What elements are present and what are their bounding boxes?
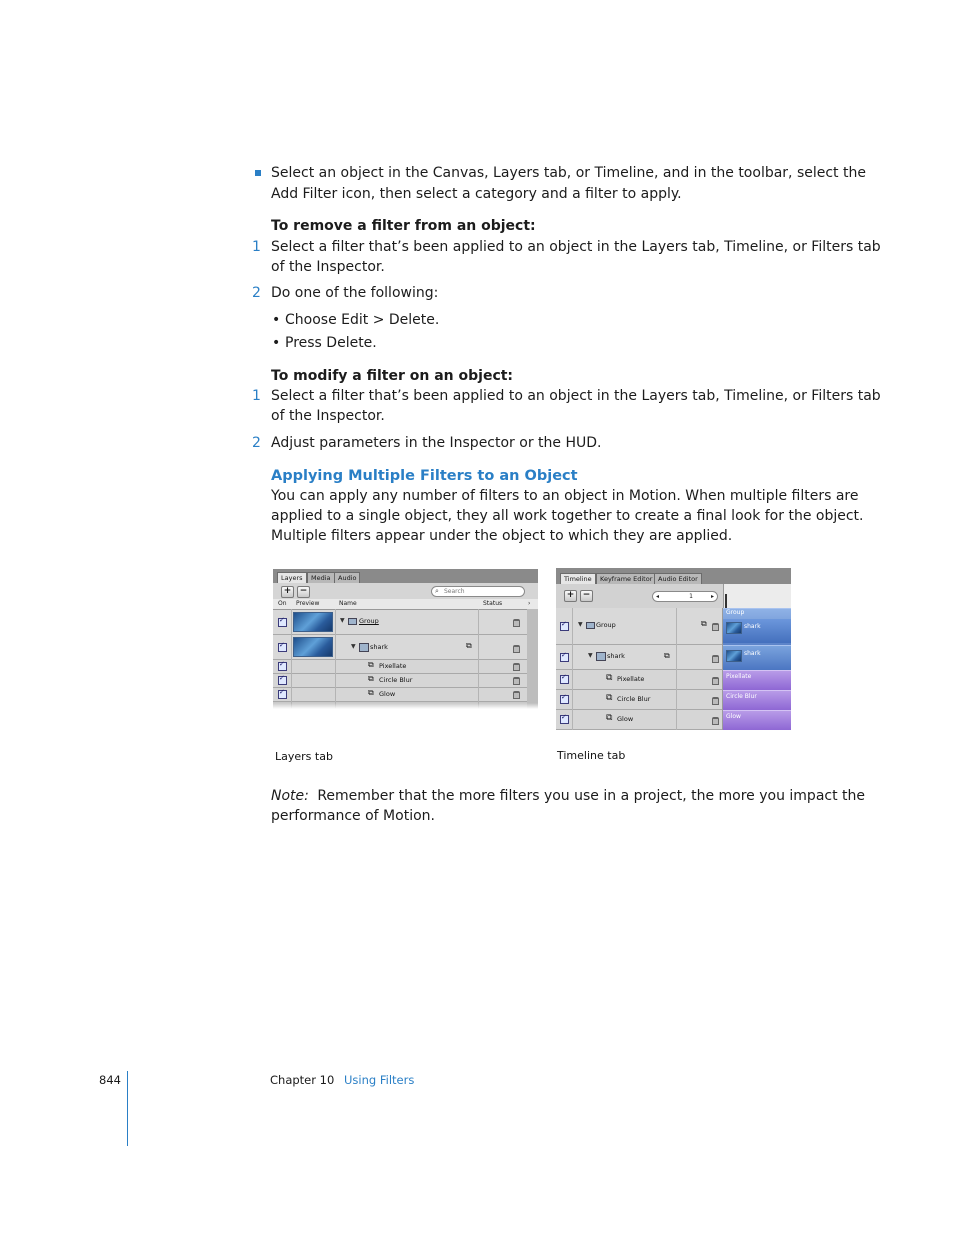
checkbox[interactable] (560, 653, 569, 662)
search-icon: ⌕ (435, 587, 439, 595)
filter-stack-icon: ⧉ (701, 619, 707, 628)
lock-icon[interactable] (712, 655, 719, 663)
timeline-tabbar (556, 568, 791, 584)
group-icon (586, 622, 595, 629)
checkbox[interactable] (278, 618, 287, 627)
filter-stack-icon: ⧉ (466, 641, 472, 650)
layers-column-header (273, 599, 538, 610)
disclosure-triangle-icon[interactable]: ▼ (351, 643, 356, 650)
fade-edge (273, 703, 538, 709)
filter-icon: ⧉ (606, 713, 613, 723)
filter-icon: ⧉ (606, 693, 613, 703)
timeline-row-shark[interactable] (556, 645, 723, 670)
remove-step-2: Do one of the following: (271, 285, 439, 301)
frame-value: 1 (689, 593, 693, 600)
column-divider (291, 609, 292, 709)
modify-step-1-line-2: of the Inspector. (271, 408, 385, 424)
step-back-icon[interactable]: ◂ (656, 593, 660, 600)
timeline-label-pixellate: Pixellate (617, 675, 645, 683)
remove-step-1-line-2: of the Inspector. (271, 259, 385, 275)
search-placeholder: Search (444, 588, 465, 595)
add-layer-button[interactable]: + (564, 590, 577, 602)
timeline-label-group: Group (596, 621, 616, 629)
footer-chapter-title[interactable]: Using Filters (344, 1073, 415, 1087)
modify-step-1-number: 1 (252, 388, 261, 404)
column-on[interactable]: On (278, 600, 287, 607)
bar-shark[interactable] (723, 645, 791, 670)
tab-layers[interactable]: Layers (277, 572, 307, 584)
group-thumbnail (293, 612, 333, 632)
bar-label-circle-blur: Circle Blur (726, 693, 757, 700)
timeline-row-group[interactable] (556, 608, 723, 645)
column-divider (335, 609, 336, 709)
layer-label-pixellate: Pixellate (379, 662, 407, 670)
shark-thumbnail (293, 637, 333, 657)
column-divider (478, 609, 479, 709)
lock-icon[interactable] (513, 663, 520, 671)
footer-chapter: Chapter 10 (270, 1073, 335, 1087)
bar-label-group: Group (726, 609, 745, 616)
timeline-caption: Timeline tab (557, 749, 626, 762)
tab-audio-editor[interactable]: Audio Editor (654, 573, 702, 585)
disclosure-triangle-icon[interactable]: ▼ (340, 617, 345, 624)
layer-label-glow: Glow (379, 690, 396, 698)
group-icon (348, 618, 357, 625)
filter-stack-icon: ⧉ (664, 651, 670, 660)
checkbox[interactable] (560, 695, 569, 704)
timeline-row-circle-blur[interactable] (556, 690, 723, 710)
bullet-dot-icon: • (272, 312, 281, 328)
note-text: Remember that the more filters you use in a project, the more you impact the (317, 788, 866, 804)
modify-step-1-line-1: Select a filter that’s been applied to an object in the Layers tab, Timeline, or Filters tab (271, 388, 881, 404)
image-icon (596, 652, 606, 661)
timeline-ruler[interactable] (723, 584, 791, 608)
section-line-1: You can apply any number of filters to an object in Motion. When multiple filters are (271, 488, 859, 504)
checkbox[interactable] (278, 676, 287, 685)
disclosure-triangle-icon[interactable]: ▼ (588, 652, 593, 659)
remove-layer-button[interactable]: − (580, 590, 593, 602)
filter-icon: ⧉ (368, 674, 374, 683)
layers-tabbar (273, 569, 538, 583)
footer-divider (127, 1071, 128, 1146)
playhead-icon[interactable] (725, 594, 727, 608)
timeline-label-circle-blur: Circle Blur (617, 695, 651, 703)
tab-keyframe-editor[interactable]: Keyframe Editor (596, 573, 656, 585)
image-icon (359, 643, 369, 652)
filter-icon: ⧉ (368, 688, 374, 697)
disclosure-triangle-icon[interactable]: ▼ (578, 621, 583, 628)
column-menu-icon[interactable]: › (528, 600, 531, 607)
timeline-label-glow: Glow (617, 715, 634, 723)
scrollbar[interactable] (527, 609, 538, 709)
lock-icon[interactable] (513, 677, 520, 685)
bar-label-shark: shark (744, 650, 761, 657)
layer-row-circle-blur[interactable] (273, 674, 538, 688)
checkbox[interactable] (278, 662, 287, 671)
layer-row-shark[interactable] (273, 635, 538, 660)
bar-label-glow: Glow (726, 713, 741, 720)
column-preview[interactable]: Preview (296, 600, 320, 607)
note-line-1 (271, 786, 865, 806)
column-name[interactable]: Name (339, 600, 357, 607)
remove-step-2-number: 2 (252, 285, 261, 301)
checkbox[interactable] (278, 690, 287, 699)
layer-label-shark: shark (370, 643, 388, 651)
bar-group[interactable] (723, 608, 791, 645)
bar-label-pixellate: Pixellate (726, 673, 752, 680)
checkbox[interactable] (560, 675, 569, 684)
checkbox[interactable] (560, 622, 569, 631)
remove-option-1: Choose Edit > Delete. (285, 312, 440, 328)
bullet-square-icon (255, 170, 261, 176)
bar-thumbnail (726, 650, 742, 662)
checkbox[interactable] (560, 715, 569, 724)
layers-panel-screenshot (273, 569, 538, 709)
layer-label-group: Group (359, 617, 379, 625)
note-line-2: performance of Motion. (271, 808, 435, 824)
remove-layer-button[interactable]: − (297, 586, 310, 598)
column-divider (572, 608, 573, 730)
lock-icon[interactable] (712, 677, 719, 685)
remove-step-1-line-1: Select a filter that’s been applied to an object in the Layers tab, Timeline, or Filters tab (271, 239, 881, 255)
lock-icon[interactable] (513, 619, 520, 627)
modify-step-2: Adjust parameters in the Inspector or the HUD. (271, 435, 602, 451)
section-line-3: Multiple filters appear under the object to which they are applied. (271, 528, 733, 544)
tab-media[interactable]: Media (307, 572, 335, 584)
lock-icon[interactable] (712, 717, 719, 725)
filter-icon: ⧉ (606, 673, 613, 683)
timeline-panel-screenshot (556, 568, 791, 730)
intro-bullet-line-2: Add Filter icon, then select a category and a filter to apply. (271, 186, 682, 202)
lock-icon[interactable] (712, 697, 719, 705)
add-layer-button[interactable]: + (281, 586, 294, 598)
remove-option-2: Press Delete. (285, 335, 377, 351)
layer-row-group[interactable] (273, 610, 538, 635)
bar-pixellate[interactable] (723, 670, 791, 690)
timeline-row-pixellate[interactable] (556, 670, 723, 690)
tab-timeline[interactable]: Timeline (560, 573, 596, 585)
frame-field[interactable] (652, 591, 718, 602)
lock-icon[interactable] (513, 645, 520, 653)
filter-icon: ⧉ (368, 660, 374, 669)
bullet-dot-icon: • (272, 335, 281, 351)
layer-label-circle-blur: Circle Blur (379, 676, 413, 684)
bar-group-inner-shark[interactable] (723, 619, 791, 643)
lock-icon[interactable] (513, 691, 520, 699)
bar-label-group-shark: shark (744, 623, 761, 630)
column-divider (676, 608, 677, 730)
timeline-row-glow[interactable] (556, 710, 723, 730)
section-title: Applying Multiple Filters to an Object (271, 468, 578, 484)
layer-row-glow[interactable] (273, 688, 538, 702)
layers-toolbar (273, 583, 538, 599)
checkbox[interactable] (278, 643, 287, 652)
column-status[interactable]: Status (483, 600, 503, 607)
note-label: Note: (271, 788, 309, 804)
layers-caption: Layers tab (275, 750, 333, 763)
bar-thumbnail (726, 622, 742, 634)
timeline-label-shark: shark (607, 652, 625, 660)
search-input[interactable] (431, 586, 525, 597)
layer-row-pixellate[interactable] (273, 660, 538, 674)
remove-step-1-number: 1 (252, 239, 261, 255)
lock-icon[interactable] (712, 623, 719, 631)
remove-heading: To remove a filter from an object: (271, 218, 536, 234)
bar-circle-blur[interactable] (723, 690, 791, 710)
page-number: 844 (99, 1073, 121, 1087)
intro-bullet-line-1: Select an object in the Canvas, Layers tab, or Timeline, and in the toolbar, select the (271, 165, 866, 181)
tab-audio[interactable]: Audio (334, 572, 360, 584)
modify-heading: To modify a filter on an object: (271, 368, 514, 384)
bar-glow[interactable] (723, 710, 791, 730)
section-line-2: applied to a single object, they all work together to create a final look for the object. (271, 508, 864, 524)
modify-step-2-number: 2 (252, 435, 261, 451)
step-forward-icon[interactable]: ▸ (710, 593, 714, 600)
